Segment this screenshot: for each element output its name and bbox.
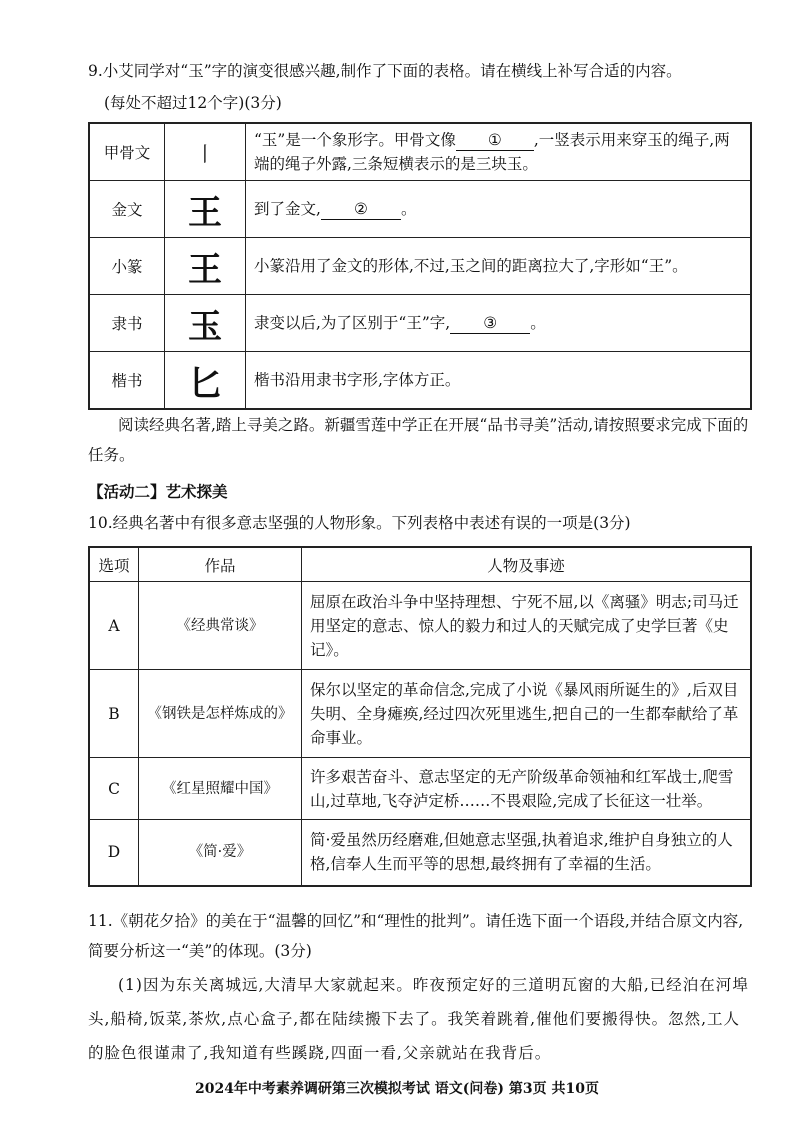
activity-heading: 【活动二】艺术探美 [88,482,228,501]
characters-table [88,546,752,887]
option-letter: D [89,820,139,886]
table-row [89,295,751,352]
table-row [89,670,751,758]
glyph-image: 王 [165,238,246,295]
option-letter: C [89,758,139,820]
description-text: 隶变以后,为了区别于“王”字, [254,314,451,332]
work-title: 《经典常谈》 [139,582,302,670]
question-10-stem: 10.经典名著中有很多意志坚强的人物形象。下列表格中表述有误的一项是(3分) [88,514,631,532]
table-row [89,758,751,820]
header-option: 选项 [89,547,139,582]
glyph-image: 王 [165,181,246,238]
question-11-stem: 11.《朝花夕拾》的美在于“温馨的回忆”和“理性的批判”。请任选下面一个语段,并结合原文内容,简要分析这一“美”的体现。(3分) [88,912,744,960]
glyph-image: 丨 [165,123,246,181]
description [246,181,752,238]
script-name: 小篆 [89,238,165,295]
description [246,123,752,181]
work-title: 《红星照耀中国》 [139,758,302,820]
script-name: 甲骨文 [89,123,165,181]
table-row [89,820,751,886]
question-9-note: (每处不超过12个字)(3分) [104,94,282,112]
header-work: 作品 [139,547,302,582]
header-description: 人物及事迹 [302,547,752,582]
description-text: 楷书沿用隶书字形,字体方正。 [254,371,461,389]
script-name: 金文 [89,181,165,238]
description [246,238,752,295]
description-text: 。 [400,200,417,218]
option-letter: A [89,582,139,670]
script-name: 隶书 [89,295,165,352]
question-9-stem: 9.小艾同学对“玉”字的演变很感兴趣,制作了下面的表格。请在横线上补写合适的内容。 [88,62,682,80]
table-row [89,238,751,295]
character-deeds: 屈原在政治斗争中坚持理想、宁死不屈,以《离骚》明志;司马迁用坚定的意志、惊人的毅力和过人的天赋完成了史学巨著《史记》。 [302,582,752,670]
script-name: 楷书 [89,352,165,410]
glyph-image: 玉 [165,295,246,352]
option-letter: B [89,670,139,758]
character-deeds: 保尔以坚定的革命信念,完成了小说《暴风雨所诞生的》,后双目失明、全身瘫痪,经过四次死里逃生,把自己的一生都奉献给了革命事业。 [302,670,752,758]
work-title: 《简·爱》 [139,820,302,886]
answer-blank[interactable]: ① [456,130,534,151]
description-text: 小篆沿用了金文的形体,不过,玉之间的距离拉大了,字形如“王”。 [254,257,688,275]
work-title: 《钢铁是怎样炼成的》 [139,670,302,758]
question-11-passage: (1)因为东关离城远,大清早大家就起来。昨夜预定好的三道明瓦窗的大船,已经泊在河埠头,船椅,饭菜,茶炊,点心盒子,都在陆续搬下去了。我笑着跳着,催他们要搬得快。忽然,工人的脸色很谨肃了,我知道有些蹊跷,四面一看,父亲就站在我背后。 [88,976,749,1062]
description-text: “玉”是一个象形字。甲骨文像 [254,131,456,149]
answer-blank[interactable]: ③ [450,313,530,334]
jade-evolution-table [88,122,752,410]
description-text: ,一竖表示用来穿玉的绳子,两端的绳子外露,三条短横表示的是三块玉。 [254,131,730,173]
table-row [89,582,751,670]
character-deeds: 简·爱虽然历经磨难,但她意志坚强,执着追求,维护自身独立的人格,信奉人生而平等的思想,最终拥有了幸福的生活。 [302,820,752,886]
intro-paragraph: 阅读经典名著,踏上寻美之路。新疆雪莲中学正在开展“品书寻美”活动,请按照要求完成下面的任务。 [88,416,749,464]
answer-blank[interactable]: ② [321,199,401,220]
table-row [89,181,751,238]
table-row [89,352,751,410]
character-deeds: 许多艰苦奋斗、意志坚定的无产阶级革命领袖和红军战士,爬雪山,过草地,飞夺泸定桥……不畏艰险,完成了长征这一壮举。 [302,758,752,820]
table-row [89,123,751,181]
description [246,352,752,410]
description-text: 到了金文, [254,200,321,218]
description [246,295,752,352]
page-footer: 2024年中考素养调研第三次模拟考试 语文(问卷) 第3页 共10页 [194,1081,600,1097]
glyph-image: 匕 [165,352,246,410]
description-text: 。 [530,314,546,332]
